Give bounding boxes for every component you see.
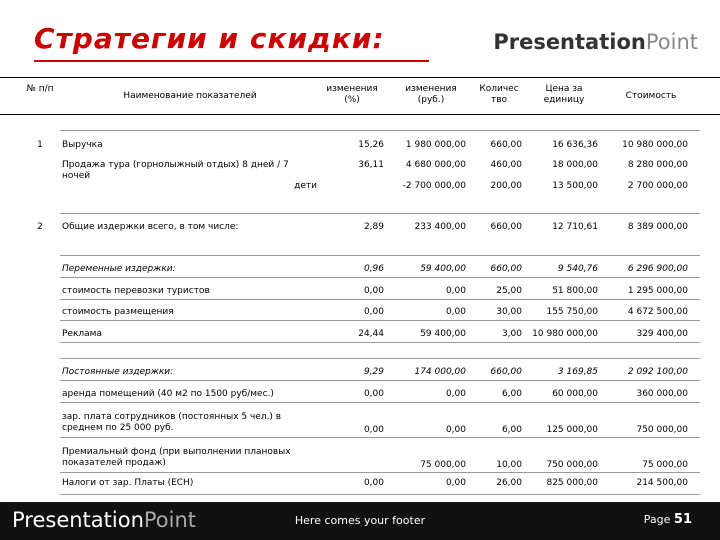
row-separator [60,213,700,214]
row-pct: 0,00 [363,286,384,296]
row-pct: 0,00 [363,307,384,317]
row-pct: 0,00 [363,425,384,435]
row-qty: 26,00 [496,478,522,488]
row-price: 825 000,00 [546,478,598,488]
row-qty: 10,00 [496,460,522,470]
row-rub: 0,00 [445,307,466,317]
row-qty: 3,00 [501,329,522,339]
row-pct: 36,11 [358,160,384,170]
row-separator [60,358,700,359]
row-qty: 460,00 [490,160,522,170]
row-cost: 329 400,00 [636,329,688,339]
row-name: Премиальный фонд (при выполнении плановых показателей продаж) [62,447,291,468]
row-cost: 10 980 000,00 [622,140,688,150]
row-name: Выручка [62,140,103,150]
row-pct: 0,96 [363,264,384,274]
row-pct: 0,00 [363,389,384,399]
header-qty: Количес тво [479,84,519,105]
header-num: № п/п [26,84,54,94]
row-name: Реклама [62,329,102,339]
row-qty: 660,00 [490,222,522,232]
brand-logo-bold: Presentation [493,30,646,54]
row-name: стоимость перевозки туристов [62,286,210,296]
row-cost: 75 000,00 [642,460,688,470]
brand-logo-light: Point [645,30,698,54]
row-rub: 0,00 [445,286,466,296]
row-price: 3 169,85 [557,367,598,377]
row-price: 51 800,00 [552,286,598,296]
row-qty: 6,00 [501,425,522,435]
row-price: 155 750,00 [546,307,598,317]
table-top-rule [0,77,720,78]
row-separator [60,277,700,278]
row-separator [60,380,700,381]
row-price: 13 500,00 [552,181,598,191]
row-separator [60,130,700,131]
row-pct: 0,00 [363,478,384,488]
row-name: стоимость размещения [62,307,174,317]
row-name: Общие издержки всего, в том числе: [62,222,239,232]
row-cost: 2 092 100,00 [627,367,688,377]
header-price: Цена за единицу [543,84,585,105]
page-number-value: 51 [673,512,692,527]
footer-brand-light: Point [143,508,197,532]
row-name: дети [294,181,317,191]
row-separator [60,494,700,495]
header-chg-rub: изменения (руб.) [405,84,457,105]
row-name: аренда помещений (40 м2 по 1500 руб/мес.) [62,389,274,399]
row-price: 125 000,00 [546,425,598,435]
row-separator [60,472,700,473]
row-pct: 2,89 [363,222,384,232]
row-rub: 174 000,00 [414,367,466,377]
row-qty: 660,00 [490,140,522,150]
row-cost: 8 280 000,00 [627,160,688,170]
row-cost: 1 295 000,00 [627,286,688,296]
row-name: зар. плата сотрудников (постоянных 5 чел.) в среднем по 25 000 руб. [62,412,282,433]
row-separator [60,255,700,256]
row-rub: 59 400,00 [420,329,466,339]
brand-logo [493,30,698,54]
header-chg-pct: изменения (%) [326,84,378,105]
row-price: 9 540,76 [557,264,598,274]
row-rub: 1 980 000,00 [405,140,466,150]
row-pct: 15,26 [358,140,384,150]
row-pct: 9,29 [363,367,384,377]
row-rub: 75 000,00 [420,460,466,470]
row-separator [60,437,700,438]
title-underline [34,60,429,62]
footer-text: Here comes your footer [294,514,426,527]
row-cost: 750 000,00 [636,425,688,435]
row-qty: 200,00 [490,181,522,191]
row-cost: 214 500,00 [636,478,688,488]
row-cost: 2 700 000,00 [627,181,688,191]
row-rub: 233 400,00 [414,222,466,232]
header-cost: Стоимость [625,91,677,101]
row-name: Постоянные издержки: [62,367,174,377]
row-price: 12 710,61 [552,222,598,232]
row-num: 2 [37,222,43,232]
row-rub: 0,00 [445,389,466,399]
row-cost: 8 389 000,00 [627,222,688,232]
row-cost: 360 000,00 [636,389,688,399]
row-price: 750 000,00 [546,460,598,470]
row-name: Переменные издержки: [62,264,176,274]
row-qty: 6,00 [501,389,522,399]
row-qty: 30,00 [496,307,522,317]
row-qty: 660,00 [490,264,522,274]
row-separator [60,402,700,403]
footer-brand-bold: Presentation [12,508,144,532]
page-label: Page [643,513,671,526]
row-rub: -2 700 000,00 [402,181,466,191]
row-separator [60,320,700,321]
row-cost: 6 296 900,00 [627,264,688,274]
row-cost: 4 672 500,00 [627,307,688,317]
row-price: 60 000,00 [552,389,598,399]
row-qty: 660,00 [490,367,522,377]
row-price: 18 000,00 [552,160,598,170]
row-separator [60,299,700,300]
page-number [644,512,692,527]
header-rule [0,114,720,115]
row-rub: 0,00 [445,478,466,488]
row-qty: 25,00 [496,286,522,296]
row-price: 16 636,36 [552,140,598,150]
row-name: Налоги от зар. Платы (ЕСН) [62,478,194,488]
row-name: Продажа тура (горнолыжный отдых) 8 дней / 7 ночей [62,160,289,181]
header-name: Наименование показателей [123,91,257,101]
slide-title: Стратегии и скидки: [34,22,385,55]
row-price: 10 980 000,00 [532,329,598,339]
row-rub: 4 680 000,00 [405,160,466,170]
row-separator [60,342,700,343]
row-pct: 24,44 [358,329,384,339]
row-rub: 0,00 [445,425,466,435]
row-num: 1 [37,140,43,150]
row-rub: 59 400,00 [420,264,466,274]
